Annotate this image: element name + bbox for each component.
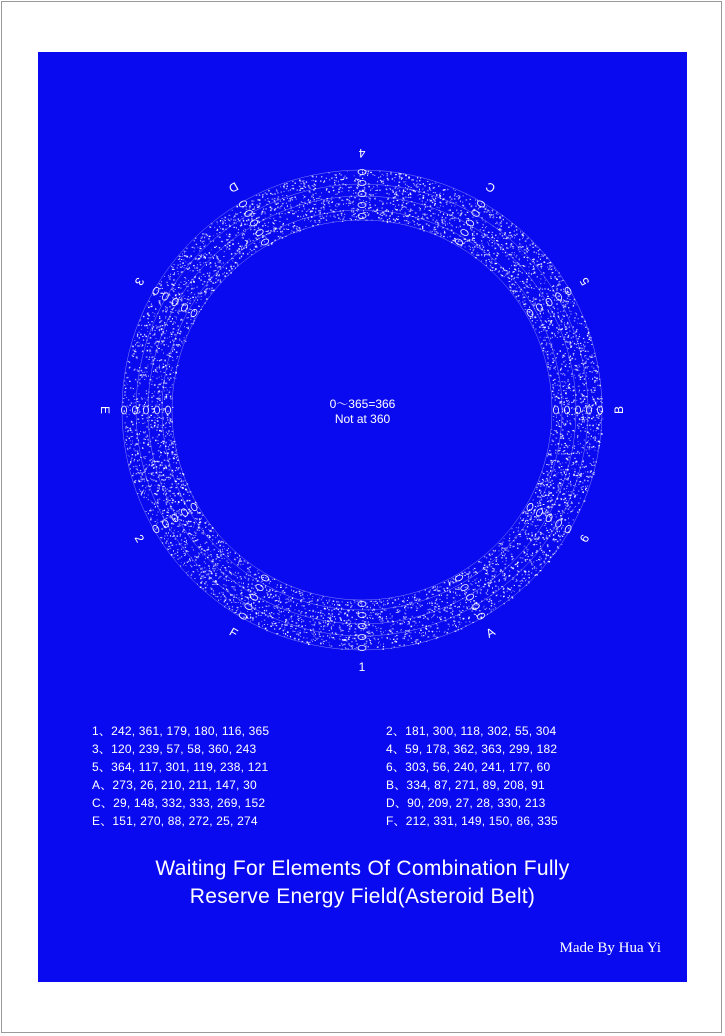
marker-bead <box>460 583 470 592</box>
combination-row: 1、242, 361, 179, 180, 116, 365 <box>92 724 270 738</box>
marker-bead <box>465 219 475 228</box>
marker-label: F <box>226 624 241 641</box>
author-credit: Made By Hua Yi <box>559 940 661 956</box>
marker-label: B <box>612 405 626 415</box>
marker-label: 3 <box>131 275 148 288</box>
marker-bead <box>238 612 248 621</box>
marker-label: 4 <box>358 146 366 160</box>
marker-bead <box>358 634 366 639</box>
marker-bead <box>545 297 554 307</box>
combination-row: E、151, 270, 88, 272, 25, 274 <box>92 814 258 828</box>
marker-label: A <box>483 624 498 641</box>
combination-row: F、212, 331, 149, 150, 86, 335 <box>386 814 558 828</box>
marker-bead <box>460 228 470 237</box>
poster <box>38 52 687 982</box>
asteroid-belt-diagram <box>38 52 687 712</box>
marker-bead <box>152 286 161 296</box>
combination-list-left <box>92 722 269 830</box>
marker-label: 5 <box>576 275 593 288</box>
combination-row: C、29, 148, 332, 333, 269, 152 <box>92 796 266 810</box>
marker-bead <box>358 180 366 185</box>
combination-row: B、334, 87, 271, 89, 208, 91 <box>386 778 545 792</box>
marker-bead <box>535 303 544 313</box>
combination-row: A、273, 26, 210, 211, 147, 30 <box>92 778 257 792</box>
marker-label: 2 <box>131 532 148 545</box>
combination-list-right <box>386 722 558 830</box>
marker-label: 6 <box>576 532 593 545</box>
marker-bead <box>476 612 486 621</box>
combination-row: D、90, 209, 27, 28, 330, 213 <box>386 796 546 810</box>
combination-row: 2、181, 300, 118, 302, 55, 304 <box>386 724 557 738</box>
marker-bead <box>358 612 366 617</box>
combination-row: 5、364, 117, 301, 119, 238, 121 <box>92 760 269 774</box>
center-note: Not at 360 <box>334 412 391 426</box>
poster-title-line-1: Waiting For Elements Of Combination Fully <box>155 857 570 880</box>
marker-bead <box>564 524 573 534</box>
combination-row: 3、120, 239, 57, 58, 360, 243 <box>92 742 257 756</box>
marker-label: D <box>226 179 241 196</box>
marker-label: E <box>98 405 112 415</box>
marker-label: C <box>483 179 498 196</box>
poster-title-line-2: Reserve Energy Field(Asteroid Belt) <box>189 885 536 908</box>
combination-row: 4、59, 178, 362, 363, 299, 182 <box>386 742 558 756</box>
marker-bead <box>180 508 189 518</box>
marker-label: 1 <box>358 660 366 674</box>
marker-bead <box>255 583 265 592</box>
center-formula: 0～365=366 <box>329 397 396 411</box>
combination-row: 6、303, 56, 240, 241, 177, 60 <box>386 760 551 774</box>
